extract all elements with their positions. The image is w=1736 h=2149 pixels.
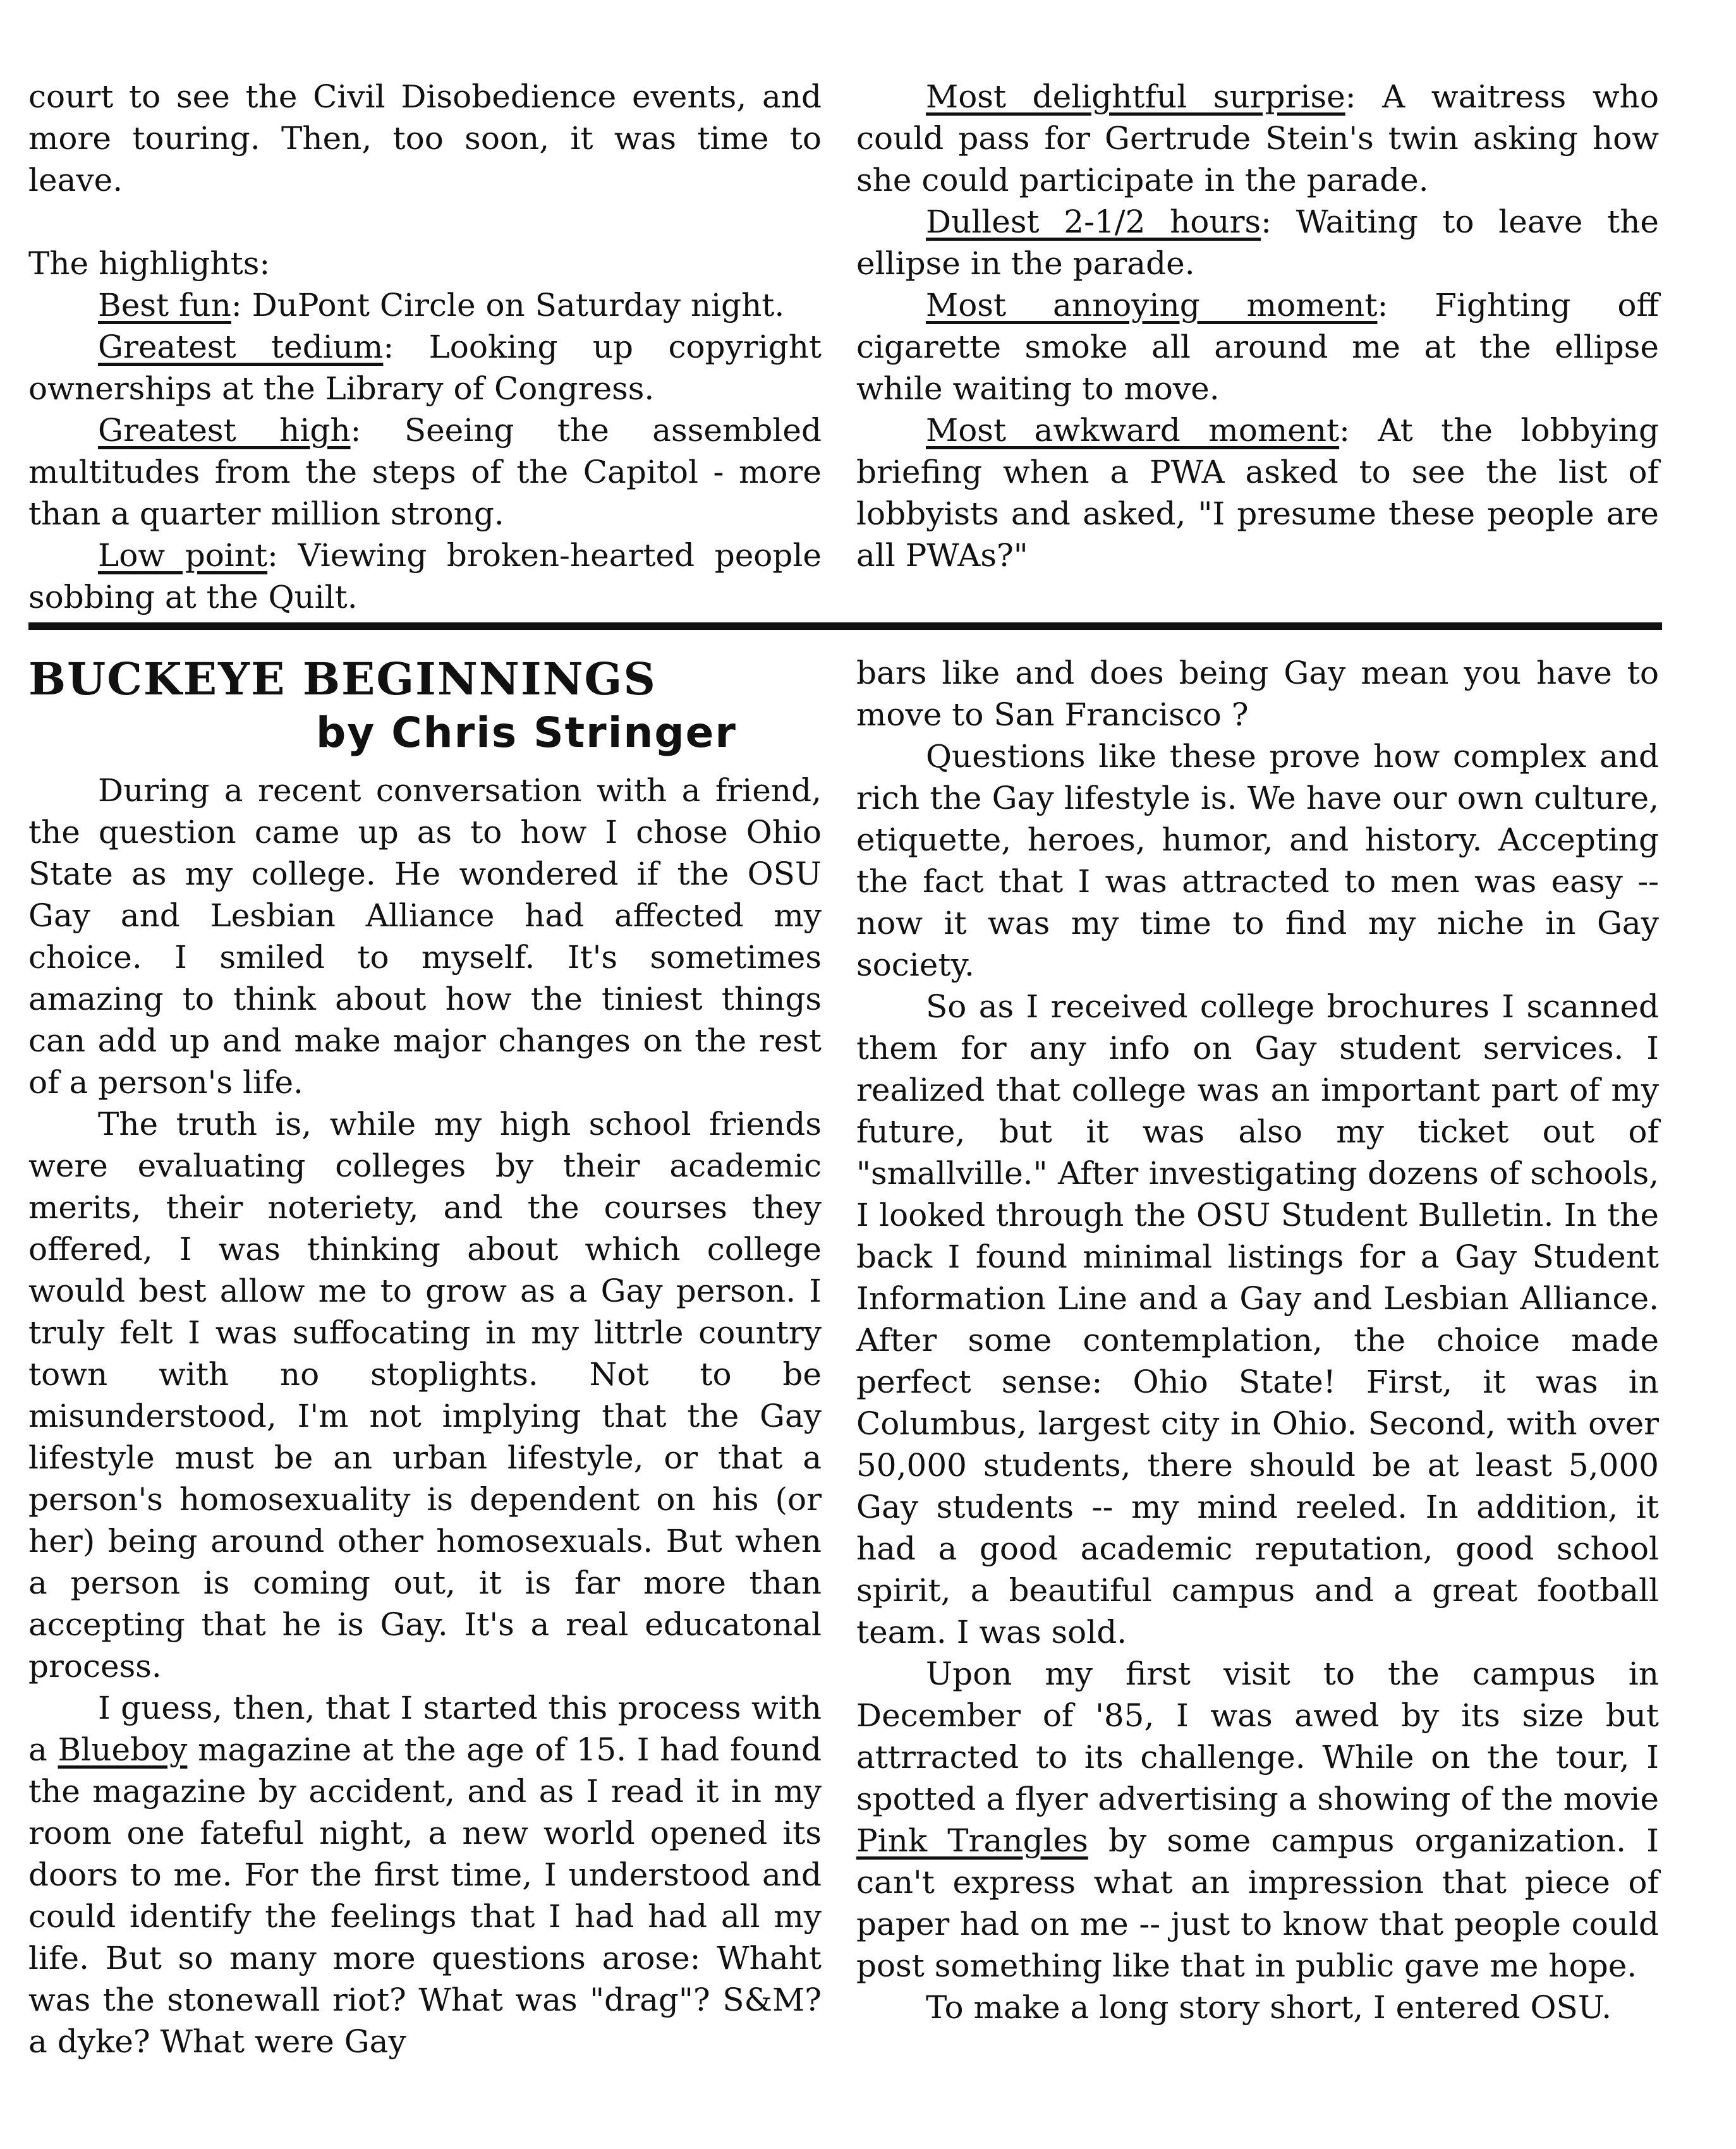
highlight-item bbox=[856, 284, 1659, 409]
highlight-item bbox=[28, 535, 822, 618]
intro-paragraph: court to see the Civil Disobedience events, and more touring. Then, too soon, it was time to leave. bbox=[28, 78, 822, 198]
highlight-label: Best fun bbox=[98, 287, 231, 324]
top-right-column bbox=[856, 76, 1659, 576]
highlight-item bbox=[28, 326, 822, 409]
highlight-text: : Viewing broken-hearted people sobbing at the Quilt. bbox=[28, 537, 822, 615]
highlight-text: : Fighting off cigarette smoke all around me at the ellipse while waiting to move. bbox=[856, 287, 1659, 407]
article-paragraph: To make a long story short, I entered OSU. bbox=[926, 1989, 1612, 2026]
highlight-text: : At the lobbying briefing when a PWA asked to see the list of lobbyists and asked, "I presume these people are all PWAs?" bbox=[856, 412, 1659, 574]
highlight-item bbox=[28, 409, 822, 535]
article-left-column bbox=[28, 770, 822, 2062]
paragraph-text: by some campus organization. I can't express what an impression that piece of paper had on me -- just to know that people could post something like that in public gave me hope. bbox=[856, 1822, 1659, 1984]
highlight-label: Dullest 2-1/2 hours bbox=[926, 203, 1261, 240]
top-left-column bbox=[28, 76, 822, 618]
highlights-label: The highlights: bbox=[28, 245, 270, 282]
highlight-text: : DuPont Circle on Saturday night. bbox=[231, 287, 785, 324]
highlight-item bbox=[856, 201, 1659, 284]
paragraph-text: I guess, then, that I started this process with a bbox=[28, 1690, 822, 1768]
blueboy-title: Blueboy bbox=[58, 1731, 188, 1768]
article-title: BUCKEYE BEGINNINGS bbox=[28, 653, 657, 705]
highlight-label: Most annoying moment bbox=[926, 287, 1378, 324]
highlight-text: : Looking up copyright ownerships at the Library of Congress. bbox=[28, 329, 822, 407]
highlight-label: Most delightful surprise bbox=[926, 78, 1345, 115]
article-paragraph: bars like and does being Gay mean you have to move to San Francisco ? bbox=[856, 655, 1659, 733]
highlight-label: Most awkward moment bbox=[926, 412, 1340, 449]
section-divider bbox=[28, 622, 1662, 630]
article-paragraph: Questions like these prove how complex and rich the Gay lifestyle is. We have our own culture, etiquette, heroes, humor, and history. Accepting the fact that I was attracted to men was easy -- now it was my time to find my niche in Gay society. bbox=[856, 738, 1659, 983]
article-paragraph: During a recent conversation with a friend, the question came up as to how I chose Ohio State as my college. He wondered if the OSU Gay and Lesbian Alliance had affected my choice. I smiled to myself. It's sometimes amazing to think about how the tiniest things can add up and make major changes on the rest of a person's life. bbox=[28, 772, 822, 1101]
article-paragraph: The truth is, while my high school friends were evaluating colleges by their academic merits, their noteriety, and the courses they offered, I was thinking about which college would best allow me to grow as a Gay person. I truly felt I was suffocating in my littrle country town with no stoplights. Not to be misunderstood, I'm not implying that the Gay lifestyle must be an urban lifestyle, or that a person's homosexuality is dependent on his (or her) being around other homosexuals. But when a person is coming out, it is far more than accepting that he is Gay. It's a real educatonal process. bbox=[28, 1106, 822, 1685]
highlight-item bbox=[856, 409, 1659, 576]
article-byline: by Chris Stringer bbox=[316, 708, 737, 757]
highlight-item bbox=[28, 284, 822, 326]
highlight-item bbox=[856, 76, 1659, 201]
paragraph-text: magazine at the age of 15. I had found the magazine by accident, and as I read it in my room one fateful night, a new world opened its doors to me. For the first time, I understood and could identify the feelings that I had had all my life. But so many more questions arose: Whaht was the stonewall riot? What was "drag"? S&M? a dyke? What were Gay bbox=[28, 1731, 822, 2060]
article-right-column bbox=[856, 652, 1659, 2028]
highlight-label: Greatest high bbox=[98, 412, 351, 449]
highlight-label: Low point bbox=[98, 537, 268, 574]
article-paragraph: So as I received college brochures I scanned them for any info on Gay student services. I realized that college was an important part of my future, but it was also my ticket out of "smallville." After investigating dozens of schools, I looked through the OSU Student Bulletin. In the back I found minimal listings for a Gay Student Information Line and a Gay and Lesbian Alliance. After some contemplation, the choice made perfect sense: Ohio State! First, it was in Columbus, largest city in Ohio. Second, with over 50,000 students, there should be at least 5,000 Gay students -- my mind reeled. In addition, it had a good academic reputation, good school spirit, a beautiful campus and a great football team. I was sold. bbox=[856, 988, 1659, 1650]
highlight-text: : Waiting to leave the ellipse in the parade. bbox=[856, 203, 1659, 282]
article-paragraph bbox=[856, 1653, 1659, 1987]
movie-title: Pink Trangles bbox=[856, 1822, 1088, 1859]
paragraph-text: Upon my first visit to the campus in December of '85, I was awed by its size but attrracted to its challenge. While on the tour, I spotted a flyer advertising a showing of the movie bbox=[856, 1656, 1659, 1817]
highlight-text: : A waitress who could pass for Gertrude Stein's twin asking how she could participate in the parade. bbox=[856, 78, 1659, 198]
article-paragraph bbox=[28, 1687, 822, 2062]
highlight-label: Greatest tedium bbox=[98, 329, 384, 365]
highlight-text: : Seeing the assembled multitudes from the steps of the Capitol - more than a quarter million strong. bbox=[28, 412, 822, 532]
